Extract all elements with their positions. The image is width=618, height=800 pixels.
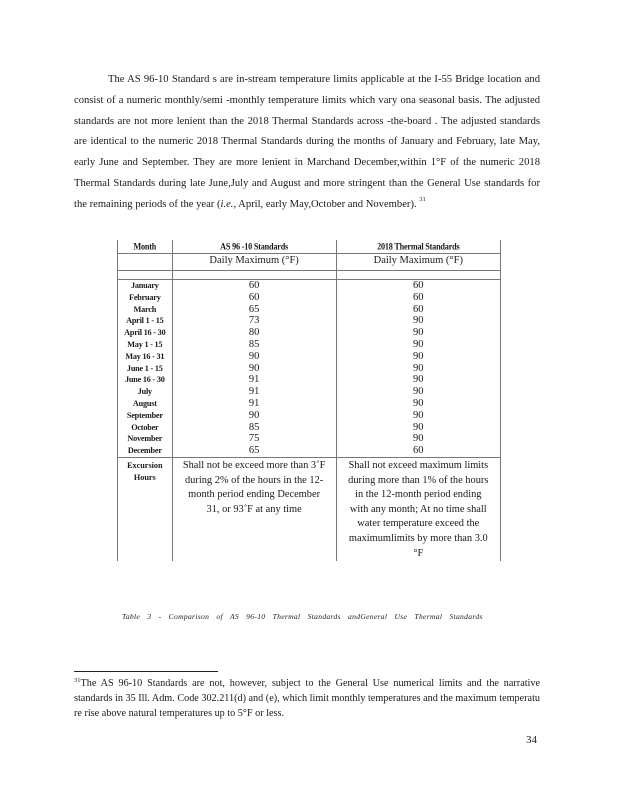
month-cell: February: [118, 292, 173, 304]
table-row: [118, 292, 501, 304]
as9610-value: 60: [172, 280, 336, 292]
thermal2018-value: 60: [336, 304, 500, 316]
as9610-value: 90: [172, 363, 336, 375]
table-row: [118, 433, 501, 445]
as9610-value: 80: [172, 327, 336, 339]
paragraph-text-end: , April, early May,October and November).: [233, 198, 417, 210]
table-row: [118, 363, 501, 375]
excursion-2018: Shall not exceed maximum limits during more than 1% of the hours in the 12-month period ending with any month; At no time shall water temperature exceed the maximumlimits by more than 3.0 °F: [336, 457, 500, 561]
as9610-value: 91: [172, 398, 336, 410]
subheader-as9610: Daily Maximum (°F): [172, 254, 336, 271]
month-cell: July: [118, 386, 173, 398]
thermal2018-value: 60: [336, 280, 500, 292]
footnote-ref[interactable]: 31: [419, 195, 426, 203]
thermal2018-value: 90: [336, 315, 500, 327]
ie-abbrev: i.e.: [220, 198, 234, 210]
month-cell: January: [118, 280, 173, 292]
thermal2018-value: 90: [336, 386, 500, 398]
month-cell: October: [118, 422, 173, 434]
as9610-value: 75: [172, 433, 336, 445]
thermal2018-value: 90: [336, 327, 500, 339]
month-cell: August: [118, 398, 173, 410]
thermal2018-value: 90: [336, 351, 500, 363]
col-header-as9610: AS 96 -10 Standards: [172, 239, 336, 255]
table-row: [118, 339, 501, 351]
footnote-number: 31: [74, 677, 81, 684]
body-paragraph: [74, 70, 540, 216]
thermal2018-value: 60: [336, 292, 500, 304]
col-header-2018: 2018 Thermal Standards: [336, 239, 500, 255]
as9610-value: 73: [172, 315, 336, 327]
month-cell: April 16 - 30: [118, 327, 173, 339]
month-cell: June 1 - 15: [118, 363, 173, 375]
as9610-value: 85: [172, 422, 336, 434]
footnote-text: The AS 96-10 Standards are not, however, subject to the General Use numerical limits and the narrative standards in 35 Ill. Adm. Code 302.211(d) and (e), which limit monthly temperatures and the maximum temperatu re rise above natural temperatures up to 5°F or less.: [74, 678, 540, 719]
as9610-value: 65: [172, 304, 336, 316]
thermal2018-value: 90: [336, 363, 500, 375]
month-cell: November: [118, 433, 173, 445]
month-cell: September: [118, 410, 173, 422]
as9610-value: 91: [172, 374, 336, 386]
excursion-as9610: Shall not be exceed more than 3˚F during 2% of the hours in the 12-month period ending December 31, or 93˚F at any time: [172, 457, 336, 561]
page-number: 34: [526, 734, 537, 746]
as9610-value: 90: [172, 351, 336, 363]
thermal2018-value: 90: [336, 410, 500, 422]
as9610-value: 65: [172, 445, 336, 457]
thermal2018-value: 60: [336, 445, 500, 457]
footnote: [74, 676, 540, 721]
excursion-label-line2: Hours: [133, 472, 156, 482]
as9610-value: 90: [172, 410, 336, 422]
thermal2018-value: 90: [336, 374, 500, 386]
thermal2018-value: 90: [336, 433, 500, 445]
table-row: [118, 351, 501, 363]
thermal2018-value: 90: [336, 339, 500, 351]
month-cell: March: [118, 304, 173, 316]
table-caption: Table 3 - Comparison of AS 96-10 Thermal Standards andGeneral Use Thermal Standards: [122, 612, 483, 621]
month-cell: December: [118, 445, 173, 457]
subheader-empty: [118, 254, 173, 271]
table-row: [118, 327, 501, 339]
excursion-row: [118, 457, 501, 561]
comparison-table: [117, 240, 501, 561]
month-cell: May 16 - 31: [118, 351, 173, 363]
table-row: [118, 304, 501, 316]
month-cell: May 1 - 15: [118, 339, 173, 351]
excursion-label: [118, 457, 173, 561]
thermal2018-value: 90: [336, 422, 500, 434]
table-row: [118, 398, 501, 410]
as9610-value: 91: [172, 386, 336, 398]
table-row: [118, 422, 501, 434]
footnote-divider: [74, 671, 218, 672]
as9610-value: 85: [172, 339, 336, 351]
table-row: [118, 315, 501, 327]
paragraph-text: The AS 96-10 Standard s are in-stream temperature limits applicable at the I-55 Bridge location and consist of a numeric monthly/semi -monthly temperature limits which vary ona seasonal basis. The adjusted standards are not more lenient than the 2018 Thermal Standards across -the-board . The adjusted standards are identical to the numeric 2018 Thermal Standards during the months of January and February, late May, early June and September. They are more lenient in Marchand December,within 1°F of the numeric 2018 Thermal Standards during late June,July and August and more stringent than the General Use standards for the remaining periods of the year (: [74, 74, 540, 210]
table-row: [118, 445, 501, 457]
table-row: [118, 386, 501, 398]
subheader-2018: Daily Maximum (°F): [336, 254, 500, 271]
thermal2018-value: 90: [336, 398, 500, 410]
table-row: [118, 374, 501, 386]
table-row: [118, 280, 501, 292]
month-cell: April 1 - 15: [118, 315, 173, 327]
table-row: [118, 410, 501, 422]
excursion-label-line1: Excursion: [127, 460, 163, 470]
col-header-month: Month: [118, 239, 173, 255]
month-cell: June 16 - 30: [118, 374, 173, 386]
as9610-value: 60: [172, 292, 336, 304]
